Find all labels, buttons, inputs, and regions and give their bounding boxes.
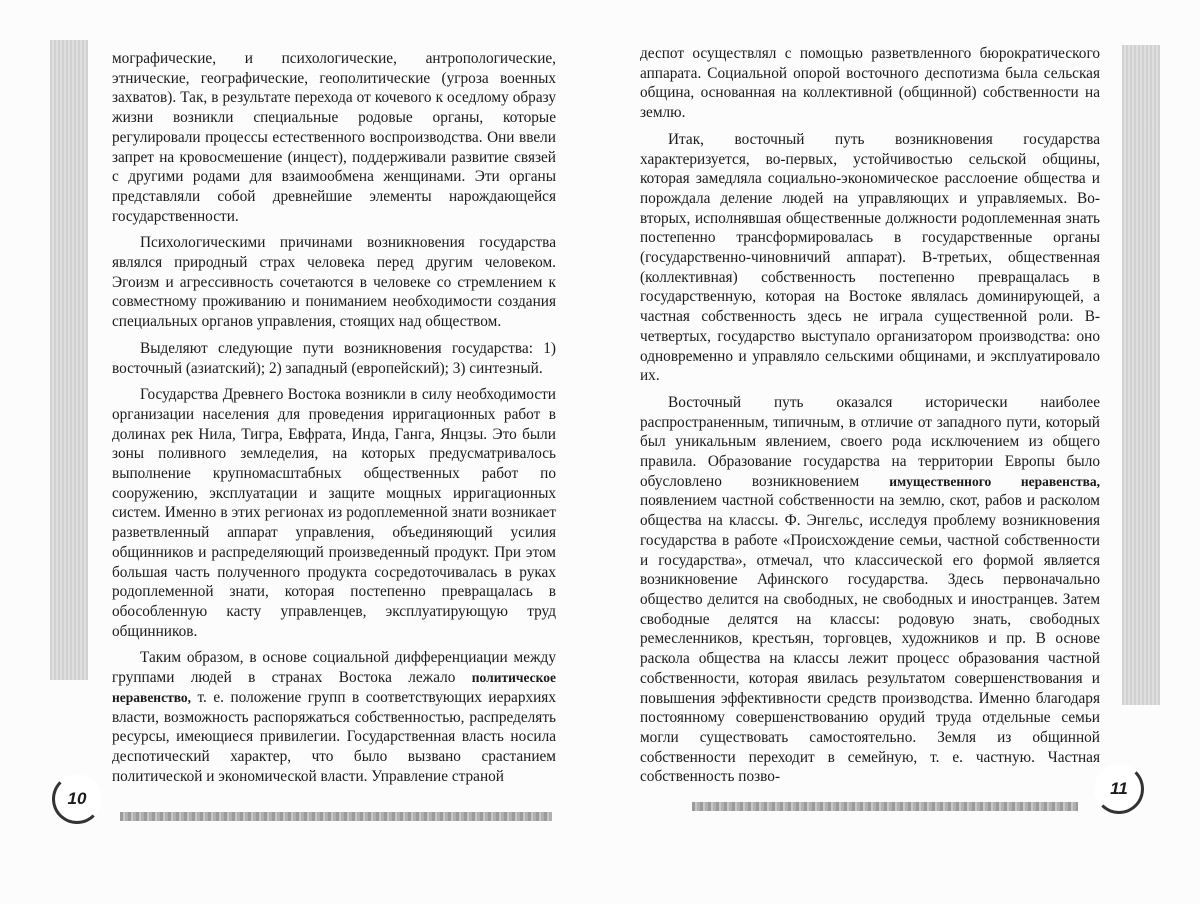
side-tab-left	[50, 40, 88, 680]
paragraph: мографические, и психологические, антропологические, этнические, географические, геополитические (угроза военных захватов). Так, в результате перехода от кочевого к оседлому образу жизни возникли специальные родовые органы, которые регулировали процессы естественного воспроизводства. Они ввели запрет на кровосмешение (инцест), поддерживали развитие связей с другими родами для взаимообмена женщинами. Эти органы представляли собой древнейшие элементы нарождающейся государственности.	[112, 50, 556, 225]
bold-term: политическое неравенство,	[112, 670, 556, 705]
text-run: Таким образом, в основе социальной дифференциации между группами людей в странах Востока лежало	[112, 649, 556, 687]
left-page-text	[112, 49, 556, 793]
text-run: Восточный путь оказался исторически наиболее распространенным, типичным, в отличие от западного пути, который был уникальным явлением, своего рода исключением из общего правила. Образование государства на территории Европы было обусловлено возникновением	[640, 393, 1100, 490]
page-number: 10	[52, 774, 102, 824]
paragraph: Итак, восточный путь возникновения государства характеризуется, во-первых, устойчивостью сельской общины, которая замедляла социально-экономическое расслоение общества и порождала деление людей на управляющих и управляемых. Во-вторых, исполнявшая общественные должности родоплеменная знать постепенно трансформировалась в государственные органы (государственно-чиновничий аппарат). В-третьих, общественная (коллективная) собственность постепенно превращалась в государственную, которая на Востоке являлась доминирующей, а частная собственность здесь не играла существенной роли. В-четвертых, государство выступало организатором производства: оно одновременно и управляло сельскими общинами, и эксплуатировало их.	[640, 130, 1100, 385]
side-tab-right	[1122, 45, 1160, 705]
right-page-text	[640, 44, 1100, 794]
paragraph	[112, 648, 556, 786]
text-run: появлением частной собственности на землю, скот, рабов и расколом общества на классы. Ф. Энгельс, исследуя проблему возникновения государства в работе «Происхождение семьи, частной собственности и государства», отмечал, что классической его формой является возникновение Афинского государства. Здесь первоначально общество делится на свободных, не свободных и иностранцев. Затем свободные делятся на классы: родовую знать, свободных ремесленников, крестьян, торговцев, художников и пр. В основе раскола общества на классы лежит процесс образования частной собственности, которая явилась результатом совершенствования и повышения эффективности средств производства. Именно благодаря постоянному совершенствованию орудий труда отдельные семьи могли существовать самостоятельно. Земля из общинной собственности переходит в семейную, т. е. частную. Частная собственность позво-	[640, 492, 1100, 786]
page-number: 11	[1094, 764, 1144, 814]
footer-rule	[692, 802, 1078, 811]
text-run: т. е. положение групп в соответствующих иерархиях власти, возможность распоряжаться собственностью, распределять ресурсы, имеющиеся привилегии. Государственная власть носила деспотический характер, что было вызвано срастанием политической и экономической власти. Управление страной	[112, 688, 556, 785]
paragraph: Выделяют следующие пути возникновения государства: 1) восточный (азиатский); 2) западный (европейский); 3) синтезный.	[112, 339, 556, 377]
right-page	[600, 0, 1200, 904]
paragraph: Государства Древнего Востока возникли в силу необходимости организации населения для проведения ирригационных работ в долинах рек Нила, Тигра, Евфрата, Инда, Ганга, Янцзы. Это были зоны поливного земледелия, на которых предусматривалось выполнение крупномасштабных общественных работ по сооружению, эксплуатации и защите мощных ирригационных систем. Именно в этих регионах из родоплеменной знати возникает разветвленный аппарат управления, объединяющий усилия общинников и распределяющий произведенный продукт. При этом большая часть полученного продукта сосредоточивалась в руках родоплеменной знати, которая постепенно превращалась в обособленную касту управленцев, эксплуатирующую труд общинников.	[112, 386, 556, 640]
footer-rule	[120, 812, 552, 821]
paragraph	[640, 393, 1100, 787]
paragraph: деспот осуществлял с помощью разветвленного бюрократического аппарата. Социальной опорой восточного деспотизма была сельская община, основанная на коллективной (общинной) собственности на землю.	[640, 45, 1100, 122]
bold-term: имущественного неравенства,	[889, 473, 1100, 489]
paragraph: Психологическими причинами возникновения государства являлся природный страх человека перед другим человеком. Эгоизм и агрессивность сочетаются в человеке со стремлением к совместному проживанию и пониманием необходимости создания специальных органов управления, стоящих над обществом.	[112, 234, 556, 331]
